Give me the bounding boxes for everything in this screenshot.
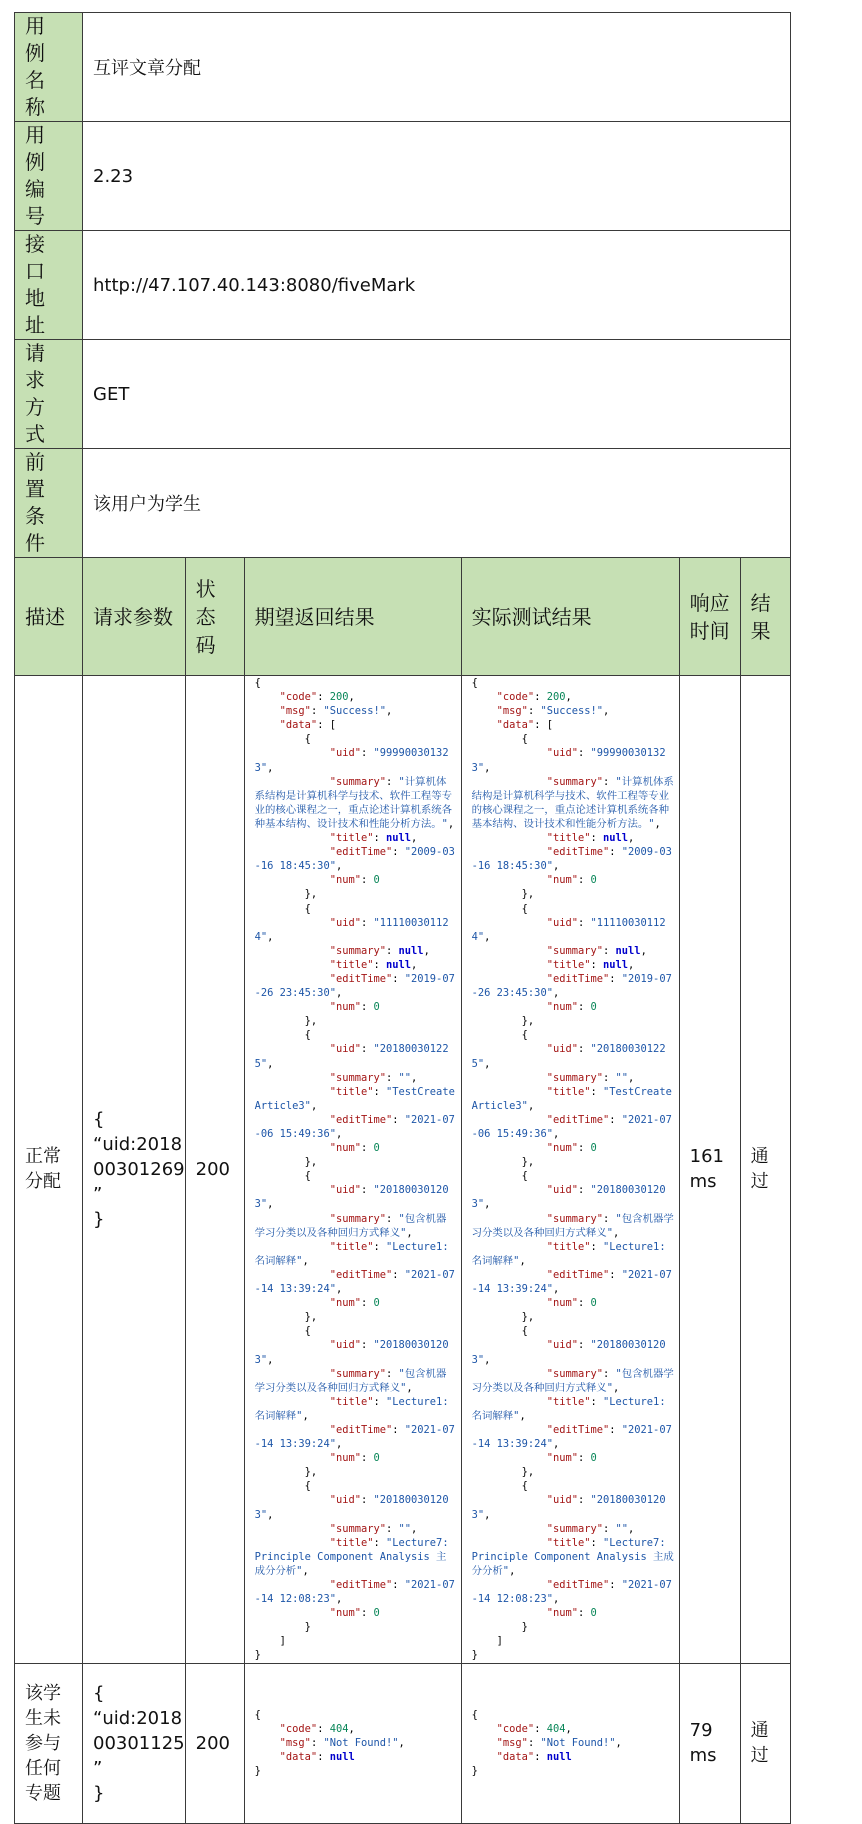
json-value: "111100301124"	[254, 916, 449, 943]
json-value: "201800301203"	[254, 1494, 449, 1521]
json-key: "summary"	[546, 944, 604, 957]
json-key: "data"	[496, 719, 535, 732]
row-result: 通过	[740, 1663, 790, 1823]
json-key: "summary"	[329, 1522, 387, 1535]
json-key: "editTime"	[546, 972, 610, 985]
json-key: "editTime"	[546, 1268, 610, 1281]
json-key: "editTime"	[329, 846, 393, 859]
json-key: "editTime"	[546, 1423, 610, 1436]
json-value: 0	[373, 1452, 380, 1465]
json-value: "201800301203"	[471, 1494, 666, 1521]
json-value: "2021-07-14 12:08:23"	[254, 1579, 455, 1606]
json-key: "summary"	[546, 775, 604, 788]
json-value: "201800301203"	[471, 1339, 666, 1366]
json-value: "111100301124"	[471, 916, 666, 943]
row-status: 200	[185, 1663, 244, 1823]
json-key: "uid"	[329, 1043, 361, 1056]
json-value: 0	[373, 874, 380, 887]
json-value: "2009-03-16 18:45:30"	[254, 846, 455, 873]
json-value: "包含机器学习分类以及各种回归方式释义"	[254, 1212, 447, 1239]
json-value: "2021-07-14 12:08:23"	[471, 1579, 672, 1606]
json-value: "Success!"	[323, 705, 387, 718]
json-value: null	[603, 832, 629, 845]
json-key: "num"	[329, 1452, 361, 1465]
json-key: "uid"	[329, 1494, 361, 1507]
json-value: "Lecture1:名词解释"	[254, 1395, 449, 1422]
json-value: "2009-03-16 18:45:30"	[471, 846, 672, 873]
label-api-url: 接口地址	[15, 231, 83, 340]
value-case-name: 互评文章分配	[83, 13, 791, 122]
json-key: "code"	[496, 1722, 535, 1735]
row-result: 通过	[740, 676, 790, 1664]
json-key: "num"	[546, 1607, 578, 1620]
json-value: "TestCreateArticle3"	[254, 1085, 455, 1112]
json-key: "msg"	[496, 705, 528, 718]
json-value: null	[386, 958, 412, 971]
json-value: null	[603, 958, 629, 971]
json-key: "title"	[546, 1395, 591, 1408]
json-value: "201800301225"	[254, 1043, 449, 1070]
json-value: 0	[373, 1142, 380, 1155]
test-case-table	[14, 12, 791, 1824]
json-value: null	[615, 944, 641, 957]
row-desc: 该学生未参与任何专题	[15, 1663, 83, 1823]
row-params: { “uid:2018 00301125 ” }	[83, 1663, 186, 1823]
json-value: "201800301203"	[471, 1184, 666, 1211]
json-key: "editTime"	[546, 1579, 610, 1591]
json-value: 0	[590, 1297, 597, 1310]
header-time: 响应时间	[679, 558, 740, 676]
json-value: "Lecture1:名词解释"	[471, 1240, 666, 1267]
json-key: "uid"	[546, 916, 578, 929]
json-key: "summary"	[546, 1071, 604, 1084]
json-value: 200	[546, 691, 566, 704]
json-value: null	[546, 1751, 572, 1764]
json-key: "title"	[546, 1536, 591, 1549]
json-key: "data"	[496, 1751, 535, 1764]
json-key: "uid"	[546, 1494, 578, 1507]
json-key: "title"	[329, 1085, 374, 1098]
json-key: "num"	[546, 874, 578, 887]
json-key: "summary"	[546, 1367, 604, 1380]
json-key: "summary"	[329, 944, 387, 957]
json-key: "uid"	[546, 1184, 578, 1197]
json-value: 200	[329, 691, 349, 704]
json-key: "editTime"	[329, 1113, 393, 1126]
json-value: "计算机体系结构是计算机科学与技术、软件工程等专业的核心课程之一，重点论述计算机系统各种基本结构、设计技术和性能分析方法。"	[471, 775, 674, 830]
json-key: "title"	[329, 1240, 374, 1253]
row-expected-json: { "code": 404, "msg": "Not Found!", "data": null }	[244, 1663, 461, 1823]
json-key: "num"	[546, 1001, 578, 1014]
json-key: "code"	[279, 1722, 318, 1735]
json-key: "code"	[279, 691, 318, 704]
json-value: "201800301225"	[471, 1043, 666, 1070]
json-value: "2019-07-26 23:45:30"	[254, 972, 455, 1000]
json-key: "title"	[329, 1395, 374, 1408]
json-value: 0	[590, 1452, 597, 1465]
row-actual-json: { "code": 200, "msg": "Success!", "data": [ { "uid": "999900301323", "summary": "计算机体系结构是计算机科学与技术、软件工程等专业的核心课程之一，重点论述计算机系统各种基本结构、设计技术和性能分析方法。", "title": null, "editTime": "2009-03-16 18:45:30", "num": 0 }, { "uid": "111100301124", "summary": null, "title": null, "editTime": "2019-07-26 23:45:30", "num": 0 }, { "uid": "201800301225", "summary": "", "title": "TestCreateArticle3", "editTime": "2021-07-06 15:49:36", "num": 0 }, { "uid": "201800301203", "summary": "包含机器学习分类以及各种回归方式释义", "title": "Lecture1:名词解释", "editTime": "2021-07-14 13:39:24", "num": 0 }, { "uid": "201800301203", "summary": "包含机器学习分类以及各种回归方式释义", "title": "Lecture1:名词解释", "editTime": "2021-07-14 13:39:24", "num": 0 }, { "uid": "201800301203", "summary": "", "title": "Lecture7: Principle Component Analysis 主成分分析", "editTime": "2021-07-14 12:08:23", "num": 0 } ] }	[461, 676, 679, 1664]
json-key: "num"	[546, 1297, 578, 1310]
json-value: "2021-07-14 13:39:24"	[471, 1268, 672, 1296]
json-value: 0	[373, 1297, 380, 1310]
json-key: "title"	[329, 958, 374, 971]
json-value: "Lecture7: Principle Component Analysis 主成分分析"	[254, 1536, 455, 1577]
json-value: 0	[373, 1607, 380, 1620]
json-key: "summary"	[329, 1071, 387, 1084]
json-key: "data"	[279, 1751, 318, 1764]
json-key: "title"	[329, 832, 374, 845]
table-row	[15, 676, 791, 1664]
row-params: { “uid:2018 00301269 ” }	[83, 676, 186, 1664]
json-value: "2021-07-14 13:39:24"	[254, 1268, 455, 1296]
label-precondition: 前置条件	[15, 449, 83, 558]
json-value: "201800301203"	[254, 1339, 449, 1366]
json-value: null	[329, 1751, 355, 1764]
json-value: "Not Found!"	[323, 1737, 399, 1750]
value-api-url: http://47.107.40.143:8080/fiveMark	[83, 231, 791, 340]
json-key: "editTime"	[329, 972, 393, 985]
row-expected-json: { "code": 200, "msg": "Success!", "data": [ { "uid": "999900301323", "summary": "计算机体系结构是计算机科学与技术、软件工程等专业的核心课程之一，重点论述计算机系统各种基本结构、设计技术和性能分析方法。", "title": null, "editTime": "2009-03-16 18:45:30", "num": 0 }, { "uid": "111100301124", "summary": null, "title": null, "editTime": "2019-07-26 23:45:30", "num": 0 }, { "uid": "201800301225", "summary": "", "title": "TestCreateArticle3", "editTime": "2021-07-06 15:49:36", "num": 0 }, { "uid": "201800301203", "summary": "包含机器学习分类以及各种回归方式释义", "title": "Lecture1:名词解释", "editTime": "2021-07-14 13:39:24", "num": 0 }, { "uid": "201800301203", "summary": "包含机器学习分类以及各种回归方式释义", "title": "Lecture1:名词解释", "editTime": "2021-07-14 13:39:24", "num": 0 }, { "uid": "201800301203", "summary": "", "title": "Lecture7: Principle Component Analysis 主成分分析", "editTime": "2021-07-14 12:08:23", "num": 0 } ] }	[244, 676, 461, 1664]
json-key: "uid"	[329, 1339, 361, 1352]
json-value: "2021-07-06 15:49:36"	[471, 1113, 672, 1140]
info-row-method	[15, 340, 791, 449]
info-row-name	[15, 13, 791, 122]
json-value: 404	[329, 1722, 349, 1735]
header-status: 状态码	[185, 558, 244, 676]
row-desc: 正常分配	[15, 676, 83, 1664]
json-key: "num"	[546, 1142, 578, 1155]
json-key: "num"	[329, 1297, 361, 1310]
json-value: ""	[398, 1071, 412, 1084]
json-key: "num"	[329, 1607, 361, 1620]
json-value: "999900301323"	[254, 747, 449, 774]
json-value: null	[386, 832, 412, 845]
json-value: 0	[590, 874, 597, 887]
json-value: 404	[546, 1722, 566, 1735]
json-key: "uid"	[546, 747, 578, 760]
json-key: "editTime"	[329, 1579, 393, 1591]
json-key: "title"	[546, 958, 591, 971]
json-key: "uid"	[329, 916, 361, 929]
json-key: "editTime"	[329, 1423, 393, 1436]
json-value: 0	[373, 1001, 380, 1014]
json-value: 0	[590, 1607, 597, 1620]
json-key: "code"	[496, 691, 535, 704]
json-value: "Lecture7: Principle Component Analysis 主成分分析"	[471, 1536, 674, 1577]
json-key: "uid"	[329, 747, 361, 760]
row-time: 79 ms	[679, 1663, 740, 1823]
json-value: "包含机器学习分类以及各种回归方式释义"	[254, 1367, 447, 1394]
value-case-number: 2.23	[83, 122, 791, 231]
json-value: "Not Found!"	[540, 1737, 616, 1750]
json-value: "2019-07-26 23:45:30"	[471, 972, 672, 1000]
header-params: 请求参数	[83, 558, 186, 676]
json-key: "num"	[329, 874, 361, 887]
json-key: "editTime"	[546, 846, 610, 859]
info-row-url	[15, 231, 791, 340]
json-value: "2021-07-14 13:39:24"	[254, 1423, 455, 1451]
json-key: "title"	[546, 1240, 591, 1253]
json-key: "summary"	[546, 1212, 604, 1225]
json-value: ""	[615, 1071, 629, 1084]
row-time: 161 ms	[679, 676, 740, 1664]
header-desc: 描述	[15, 558, 83, 676]
label-case-name: 用例名称	[15, 13, 83, 122]
json-value: ""	[615, 1522, 629, 1535]
json-value: "包含机器学习分类以及各种回归方式释义"	[471, 1212, 674, 1239]
info-row-precondition	[15, 449, 791, 558]
json-key: "num"	[329, 1001, 361, 1014]
header-actual: 实际测试结果	[461, 558, 679, 676]
row-status: 200	[185, 676, 244, 1664]
json-value: "TestCreateArticle3"	[471, 1085, 672, 1112]
json-value: "Lecture1:名词解释"	[254, 1240, 449, 1267]
json-key: "msg"	[279, 1737, 311, 1750]
json-key: "summary"	[546, 1522, 604, 1535]
value-precondition: 该用户为学生	[83, 449, 791, 558]
json-value: "2021-07-06 15:49:36"	[254, 1113, 455, 1140]
json-key: "num"	[329, 1142, 361, 1155]
json-key: "msg"	[496, 1737, 528, 1750]
json-key: "summary"	[329, 1367, 387, 1380]
json-value: 0	[590, 1142, 597, 1155]
json-key: "uid"	[546, 1043, 578, 1056]
json-value: "Success!"	[540, 705, 604, 718]
json-key: "title"	[546, 1085, 591, 1098]
json-value: null	[398, 944, 424, 957]
json-value: ""	[398, 1522, 412, 1535]
json-key: "uid"	[546, 1339, 578, 1352]
info-row-number	[15, 122, 791, 231]
json-value: 0	[590, 1001, 597, 1014]
json-value: "Lecture1:名词解释"	[471, 1395, 666, 1422]
json-key: "title"	[546, 832, 591, 845]
column-header-row	[15, 558, 791, 676]
row-actual-json: { "code": 404, "msg": "Not Found!", "data": null }	[461, 1663, 679, 1823]
header-expected: 期望返回结果	[244, 558, 461, 676]
json-key: "editTime"	[329, 1268, 393, 1281]
json-key: "msg"	[279, 705, 311, 718]
label-request-method: 请求方式	[15, 340, 83, 449]
json-value: "包含机器学习分类以及各种回归方式释义"	[471, 1367, 674, 1394]
json-key: "summary"	[329, 775, 387, 788]
value-request-method: GET	[83, 340, 791, 449]
table-row	[15, 1663, 791, 1823]
json-key: "title"	[329, 1536, 374, 1549]
json-value: "计算机体系结构是计算机科学与技术、软件工程等专业的核心课程之一，重点论述计算机系统各种基本结构、设计技术和性能分析方法。"	[254, 775, 453, 830]
json-key: "uid"	[329, 1184, 361, 1197]
json-value: "201800301203"	[254, 1184, 449, 1211]
json-key: "summary"	[329, 1212, 387, 1225]
label-case-number: 用例编号	[15, 122, 83, 231]
json-key: "data"	[279, 719, 318, 732]
json-value: "999900301323"	[471, 747, 666, 774]
json-key: "num"	[546, 1452, 578, 1465]
header-result: 结果	[740, 558, 790, 676]
json-key: "editTime"	[546, 1113, 610, 1126]
json-value: "2021-07-14 13:39:24"	[471, 1423, 672, 1451]
